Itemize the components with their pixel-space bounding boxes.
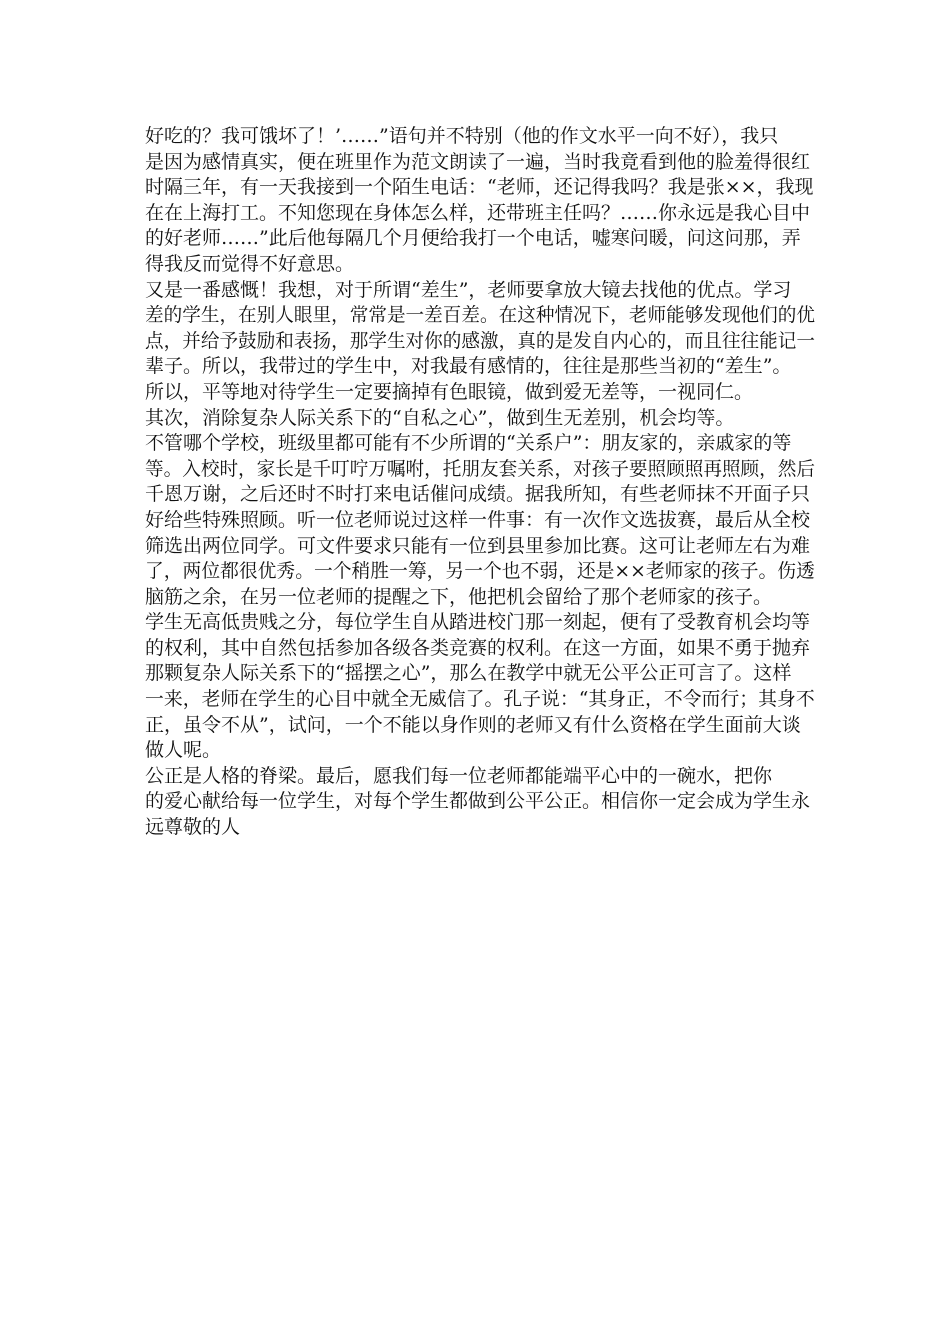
text-line: 不管哪个学校，班级里都可能有不少所谓的“关系户”：朋友家的，亲戚家的等 (145, 432, 792, 455)
text-line: 公正是人格的脊梁。最后，愿我们每一位老师都能端平心中的一碗水，把你 (145, 764, 773, 787)
text-line: 差的学生，在别人眼里，常常是一差百差。在这种情况下，老师能够发现他们的优 (145, 304, 816, 327)
text-line: 辈子。所以，我带过的学生中，对我最有感情的，往往是那些当初的“差生”。 (145, 355, 792, 378)
text-line: 了，两位都很优秀。一个稍胜一筹，另一个也不弱，还是××老师家的孩子。伤透 (145, 560, 815, 583)
text-line: 远尊敬的人 (145, 816, 241, 839)
text-line: 点，并给予鼓励和表扬，那学生对你的感激，真的是发自内心的，而且往往能记一 (145, 329, 816, 352)
text-line: 的好老师……”此后他每隔几个月便给我打一个电话，嘘寒问暖，问这问那，弄 (145, 227, 801, 250)
text-line: 的权利，其中自然包括参加各级各类竞赛的权利。在这一方面，如果不勇于抛弃 (145, 636, 811, 659)
text-line: 得我反而觉得不好意思。 (145, 252, 355, 275)
text-line: 的爱心献给每一位学生，对每个学生都做到公平公正。相信你一定会成为学生永 (145, 790, 811, 813)
text-line: 正，虽令不从”，试问，一个不能以身作则的老师又有什么资格在学生面前大谈 (145, 713, 801, 736)
text-line: 好给些特殊照顾。听一位老师说过这样一件事：有一次作文选拔赛，最后从全校 (145, 508, 811, 531)
text-line: 筛选出两位同学。可文件要求只能有一位到县里参加比赛。这可让老师左右为难 (145, 534, 811, 557)
text-line: 好吃的？我可饿坏了！’……”语句并不特别（他的作文水平一向不好），我只 (145, 125, 779, 147)
text-line: 学生无高低贵贱之分，每位学生自从踏进校门那一刻起，便有了受教育机会均等 (145, 611, 811, 634)
text-line: 做人呢。 (145, 739, 222, 762)
text-line: 在在上海打工。不知您现在身体怎么样，还带班主任吗？……你永远是我心目中 (145, 201, 811, 224)
text-line: 时隔三年，有一天我接到一个陌生电话：“老师，还记得我吗？我是张××，我现 (145, 176, 814, 199)
text-line: 脑筋之余，在另一位老师的提醒之下，他把机会留给了那个老师家的孩子。 (145, 585, 773, 608)
text-line: 所以，平等地对待学生一定要摘掉有色眼镜，做到爱无差等，一视同仁。 (145, 380, 754, 403)
text-line: 又是一番感慨！我想，对于所谓“差生”，老师要拿放大镜去找他的优点。学习 (145, 278, 792, 301)
text-line: 其次，消除复杂人际关系下的“自私之心”，做到生无差别，机会均等。 (145, 406, 735, 429)
text-line: 千恩万谢，之后还时不时打来电话催问成绩。据我所知，有些老师抹不开面子只 (145, 483, 811, 506)
text-line: 是因为感情真实，便在班里作为范文朗读了一遍，当时我竟看到他的脸羞得很红 (145, 150, 811, 173)
body-text (145, 124, 815, 841)
text-line: 等。入校时，家长是千叮咛万嘱咐，托朋友套关系，对孩子要照顾照再照顾，然后 (145, 457, 816, 480)
text-line: 一来，老师在学生的心目中就全无威信了。孔子说：“其身正，不令而行；其身不 (145, 688, 815, 711)
text-line: 那颗复杂人际关系下的“摇摆之心”，那么在教学中就无公平公正可言了。这样 (145, 662, 792, 685)
